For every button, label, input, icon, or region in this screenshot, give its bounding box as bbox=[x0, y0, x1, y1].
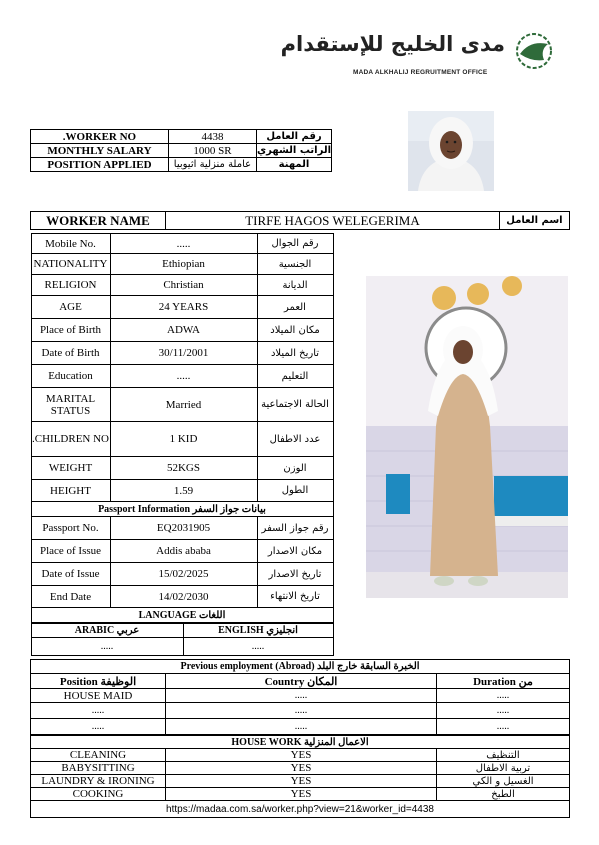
detail-label: AGE bbox=[31, 296, 110, 319]
table-row bbox=[31, 762, 570, 775]
detail-label-ar: الجنسية bbox=[257, 254, 333, 275]
table-row bbox=[31, 788, 570, 801]
house-work-label: BABYSITTING bbox=[31, 762, 166, 775]
table-row bbox=[31, 775, 570, 788]
detail-value: 52KGS bbox=[110, 457, 257, 480]
table-row bbox=[31, 719, 570, 735]
detail-label: HEIGHT bbox=[31, 480, 110, 502]
logo-arabic-text: مدى الخليج للإستقدام bbox=[280, 32, 505, 56]
language-arabic-label: ARABIC عربي bbox=[31, 624, 183, 638]
detail-value: Christian bbox=[110, 275, 257, 296]
passport-label: End Date bbox=[31, 586, 110, 608]
passport-label-ar: رقم جواز السفر bbox=[257, 517, 333, 540]
table-row bbox=[31, 749, 570, 762]
detail-value: ..... bbox=[110, 365, 257, 388]
previous-employment-header: Previous employment (Abroad) الخبرة السابقة خارج البلد bbox=[31, 660, 570, 674]
detail-label-ar: الوزن bbox=[257, 457, 333, 480]
logo-english-text: MADA ALKHALIJ REGRUITMENT OFFICE bbox=[353, 69, 488, 76]
employment-position: ..... bbox=[31, 719, 166, 735]
house-work-label: CLEANING bbox=[31, 749, 166, 762]
passport-value: Addis ababa bbox=[110, 540, 257, 563]
detail-label-ar: التعليم bbox=[257, 365, 333, 388]
personal-details-table bbox=[31, 233, 334, 623]
passport-label: Date of Issue bbox=[31, 563, 110, 586]
detail-label: MARITAL STATUS bbox=[31, 388, 110, 422]
passport-label-ar: مكان الاصدار bbox=[257, 540, 333, 563]
position-label: POSITION APPLIED bbox=[31, 158, 169, 172]
house-work-value: YES bbox=[166, 762, 437, 775]
employment-country: ..... bbox=[166, 719, 437, 735]
employment-duration: ..... bbox=[437, 689, 570, 703]
headshot-image bbox=[408, 111, 494, 191]
table-row bbox=[31, 689, 570, 703]
salary-value: 1000 SR bbox=[168, 144, 256, 158]
house-work-label-ar: التنظيف bbox=[437, 749, 570, 762]
house-work-label-ar: الغسيل و الكي bbox=[437, 775, 570, 788]
col-country-header: Country المكان bbox=[166, 674, 437, 689]
previous-employment-table bbox=[30, 659, 570, 735]
language-english-label: ENGLISH انجليزي bbox=[183, 624, 333, 638]
full-body-image bbox=[366, 276, 568, 598]
passport-value: 14/02/2030 bbox=[110, 586, 257, 608]
worker-name-value: TIRFE HAGOS WELEGERIMA bbox=[166, 212, 500, 230]
detail-value: 1.59 bbox=[110, 480, 257, 502]
worker-no-label-ar: رقم العامل bbox=[257, 130, 332, 144]
detail-value: 30/11/2001 bbox=[110, 342, 257, 365]
detail-label-ar: الحالة الاجتماعية bbox=[257, 388, 333, 422]
company-logo bbox=[280, 32, 570, 80]
footer-url-link[interactable]: https://madaa.com.sa/worker.php?view=21&worker_id=4438 bbox=[31, 801, 570, 818]
employment-country: ..... bbox=[166, 703, 437, 719]
house-work-label: LAUNDRY & IRONING bbox=[31, 775, 166, 788]
language-arabic-value: ..... bbox=[31, 638, 183, 656]
worker-no-value: 4438 bbox=[168, 130, 256, 144]
house-work-table bbox=[30, 735, 570, 818]
employment-position: HOUSE MAID bbox=[31, 689, 166, 703]
detail-label: Education bbox=[31, 365, 110, 388]
detail-label-ar: رقم الجوال bbox=[257, 234, 333, 254]
summary-table bbox=[30, 129, 332, 172]
worker-no-label: .WORKER NO bbox=[31, 130, 169, 144]
language-table bbox=[31, 623, 334, 656]
detail-label: Date of Birth bbox=[31, 342, 110, 365]
detail-label: NATIONALITY bbox=[31, 254, 110, 275]
detail-value: ..... bbox=[110, 234, 257, 254]
position-label-ar: المهنة bbox=[257, 158, 332, 172]
passport-label-ar: تاريخ الانتهاء bbox=[257, 586, 333, 608]
detail-label-ar: تاريخ الميلاد bbox=[257, 342, 333, 365]
house-work-label: COOKING bbox=[31, 788, 166, 801]
passport-label: Passport No. bbox=[31, 517, 110, 540]
col-position-header: Position الوظيفة bbox=[31, 674, 166, 689]
salary-label-ar: الراتب الشهري bbox=[257, 145, 331, 156]
house-work-value: YES bbox=[166, 749, 437, 762]
detail-label-ar: الطول bbox=[257, 480, 333, 502]
detail-label-ar: مكان الميلاد bbox=[257, 319, 333, 342]
col-duration-header: Duration من bbox=[437, 674, 570, 689]
language-section-header: LANGUAGE اللغات bbox=[31, 608, 333, 623]
detail-value: 24 YEARS bbox=[110, 296, 257, 319]
logo-emblem-icon bbox=[510, 32, 558, 70]
detail-label-ar: عدد الاطفال bbox=[257, 422, 333, 457]
worker-full-body-photo bbox=[366, 276, 568, 598]
passport-section-header: Passport Information بيانات جواز السفر bbox=[31, 502, 333, 517]
detail-label: Mobile No. bbox=[31, 234, 110, 254]
employment-duration: ..... bbox=[437, 703, 570, 719]
detail-value: Ethiopian bbox=[110, 254, 257, 275]
house-work-label-ar: تربية الاطفال bbox=[437, 762, 570, 775]
employment-country: ..... bbox=[166, 689, 437, 703]
house-work-header: HOUSE WORK الاعمال المنزلية bbox=[31, 736, 570, 749]
house-work-value: YES bbox=[166, 775, 437, 788]
detail-value: 1 KID bbox=[110, 422, 257, 457]
passport-label-ar: تاريخ الاصدار bbox=[257, 563, 333, 586]
house-work-value: YES bbox=[166, 788, 437, 801]
worker-headshot-photo bbox=[408, 111, 494, 191]
table-row bbox=[31, 703, 570, 719]
detail-label: Place of Birth bbox=[31, 319, 110, 342]
detail-label: RELIGION bbox=[31, 275, 110, 296]
language-english-value: ..... bbox=[183, 638, 333, 656]
detail-label-ar: العمر bbox=[257, 296, 333, 319]
salary-label: MONTHLY SALARY bbox=[31, 144, 169, 158]
position-value: عاملة منزلية اثيوبيا bbox=[168, 158, 256, 172]
detail-label: WEIGHT bbox=[31, 457, 110, 480]
house-work-label-ar: الطبخ bbox=[437, 788, 570, 801]
passport-value: 15/02/2025 bbox=[110, 563, 257, 586]
worker-name-label-ar: اسم العامل bbox=[499, 212, 569, 230]
detail-value: Married bbox=[110, 388, 257, 422]
employment-duration: ..... bbox=[437, 719, 570, 735]
employment-position: ..... bbox=[31, 703, 166, 719]
worker-name-label: WORKER NAME bbox=[31, 212, 166, 230]
passport-value: EQ2031905 bbox=[110, 517, 257, 540]
detail-value: ADWA bbox=[110, 319, 257, 342]
passport-label: Place of Issue bbox=[31, 540, 110, 563]
detail-label: .CHILDREN NO bbox=[31, 422, 110, 457]
detail-label-ar: الديانة bbox=[257, 275, 333, 296]
